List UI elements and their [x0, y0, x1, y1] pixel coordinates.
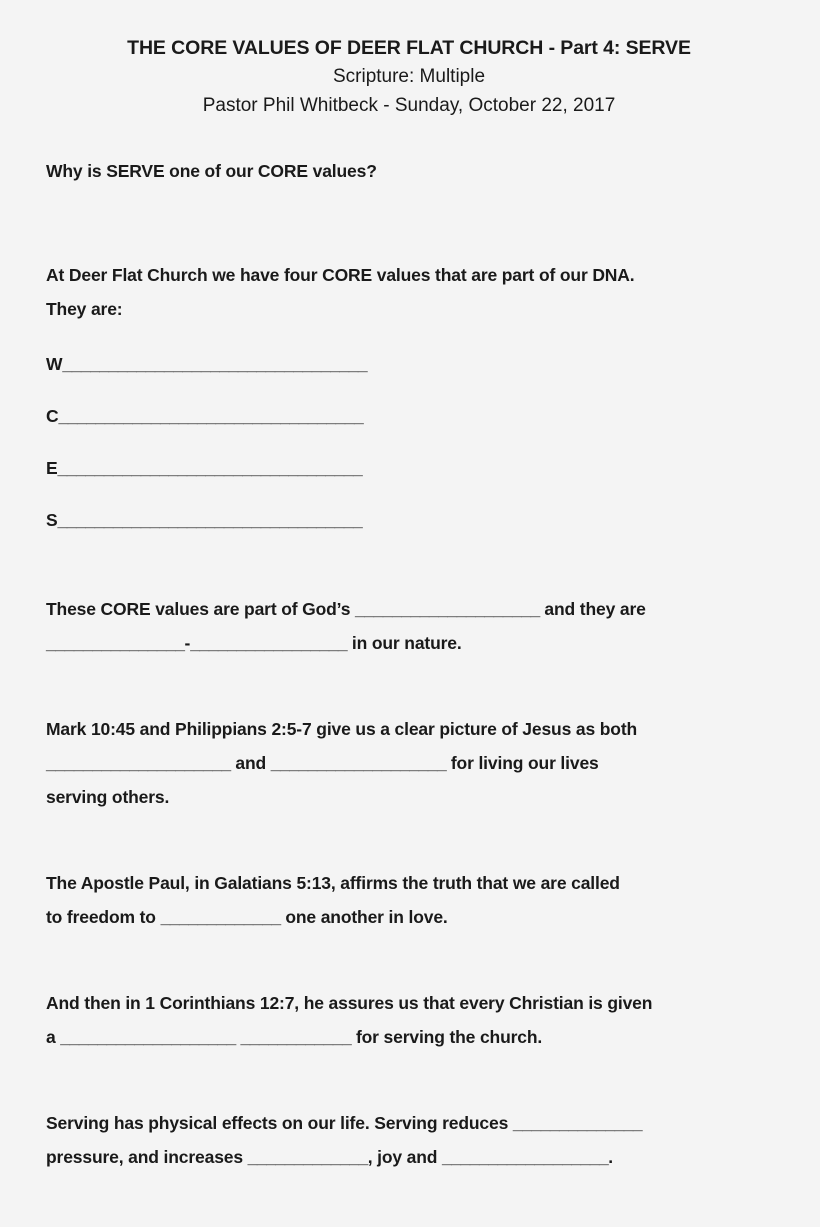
dna-text-a: These CORE values are part of God’s — [46, 599, 356, 619]
value-blank-c — [46, 390, 772, 442]
document-body — [46, 154, 772, 1174]
spacer — [46, 326, 772, 338]
corinthians-blank-2: ____________ — [240, 1027, 352, 1047]
page-title: THE CORE VALUES OF DEER FLAT CHURCH - Part 4: SERVE — [127, 37, 691, 59]
galatians-blank: _____________ — [160, 907, 281, 927]
paragraph-dna-line-2 — [46, 626, 772, 660]
effects-blank-2: _____________ — [247, 1147, 368, 1167]
values-intro-line-1: At Deer Flat Church we have four CORE values that are part of our DNA. — [46, 265, 635, 285]
value-initial-e: E — [46, 458, 58, 478]
value-rule-e: _________________________________ — [57, 458, 363, 478]
corinthians-blank-1: ___________________ — [60, 1027, 236, 1047]
value-blank-w — [46, 338, 772, 390]
dna-blank-1: ____________________ — [355, 599, 540, 619]
spacer — [46, 660, 772, 712]
spacer — [46, 120, 772, 154]
dna-blank-3: _________________ — [190, 633, 348, 653]
value-rule-s: _________________________________ — [57, 510, 363, 530]
jesus-blank-2: ___________________ — [270, 753, 447, 773]
effects-blank-1: ______________ — [512, 1113, 643, 1133]
paragraph-jesus-line-3: serving others. — [46, 787, 170, 807]
paragraph-dna-line-1 — [46, 592, 772, 626]
value-initial-c: C — [46, 406, 59, 426]
jesus-blank-1: ____________________ — [46, 753, 231, 773]
value-rule-w: _________________________________ — [62, 354, 368, 374]
dna-separator: - — [184, 633, 191, 653]
galatians-text-a: to freedom to — [46, 907, 161, 927]
paragraph-corinthians-line-1: And then in 1 Corinthians 12:7, he assures us that every Christian is given — [46, 993, 653, 1013]
corinthians-text-a: a — [46, 1027, 61, 1047]
document-header — [46, 34, 772, 120]
effects-text-end: . — [608, 1147, 613, 1167]
value-blank-e — [46, 442, 772, 494]
opening-question: Why is SERVE one of our CORE values? — [46, 161, 377, 181]
paragraph-galatians-line-1: The Apostle Paul, in Galatians 5:13, affirms the truth that we are called — [46, 873, 620, 893]
paragraph-effects-line-1 — [46, 1106, 772, 1140]
effects-text-a: Serving has physical effects on our life. Serving reduces — [46, 1113, 513, 1133]
value-blank-s — [46, 494, 772, 546]
paragraph-jesus-line-2 — [46, 746, 772, 780]
jesus-text-mid: and — [230, 753, 271, 773]
corinthians-text-b: for serving the church. — [351, 1027, 543, 1047]
spacer — [46, 814, 772, 866]
spacer — [46, 934, 772, 986]
spacer — [46, 546, 772, 592]
value-rule-c: _________________________________ — [58, 406, 364, 426]
paragraph-corinthians-line-2 — [46, 1020, 772, 1054]
value-initial-s: S — [46, 510, 58, 530]
effects-blank-3: __________________ — [442, 1147, 609, 1167]
spacer — [46, 188, 772, 258]
spacer — [46, 1054, 772, 1106]
paragraph-jesus-line-1: Mark 10:45 and Philippians 2:5-7 give us a clear picture of Jesus as both — [46, 719, 638, 739]
jesus-text-b: for living our lives — [446, 753, 599, 773]
values-intro-line-2: They are: — [46, 299, 123, 319]
byline: Pastor Phil Whitbeck - Sunday, October 22, 2017 — [202, 95, 616, 116]
dna-blank-2: _______________ — [46, 633, 185, 653]
effects-text-b: pressure, and increases — [46, 1147, 248, 1167]
galatians-text-b: one another in love. — [280, 907, 448, 927]
effects-text-mid: , joy and — [367, 1147, 443, 1167]
paragraph-effects-line-2 — [46, 1140, 772, 1174]
scripture-line: Scripture: Multiple — [332, 66, 486, 87]
paragraph-galatians-line-2 — [46, 900, 772, 934]
value-initial-w: W — [46, 354, 63, 374]
dna-text-b: and they are — [539, 599, 646, 619]
dna-text-c: in our nature. — [347, 633, 462, 653]
